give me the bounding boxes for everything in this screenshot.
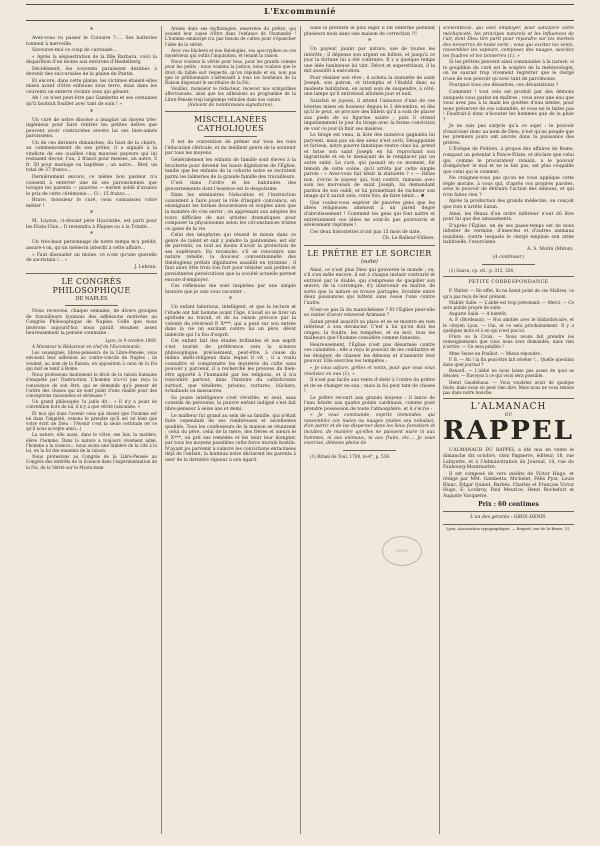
paragraph: L'ALMANACH DU RAPPEL a été mis en vente le dimanche dix octobre, chez Pagnerre, éditeur, 18, rue Lafayette, et à l'Administration du Journal, 18, rue du Faubourg-Montmartre. xyxy=(443,448,574,471)
paragraph: Le malheur fut grand au sein de sa famille, qui n'était faire cependant de ses rombreuses et excellentes qualités. Tous les confesseurs de la maison se réunirent ; celui du père, celui de la mère, des frères et sœurs le P. X***, on prit ses remèdes et les tenir leur dompter, par tous les moyens possibles cette force morale hostile. N'ayant pu parvenir à vaincre les convictions enracinées déjà de l'enfant, la honteux noire déclarent les parents à user de la dernière rigueur à son égard. xyxy=(165,413,296,463)
stamp-label: LYON xyxy=(396,548,408,553)
column-2 xyxy=(165,26,296,834)
paragraph: Ainsi, ce n'est plus Dieu qui gouverne le monde ; ou, s'il s'en mêle encore, il est à chaque instant contrarié et entravé par le diable, qui s'empresse de gaspiller son œuvre, de la corrompre, d'y intervenir en maître, de sorte que la nature se trouve partagée, livrallée entre deux puissances qui luttent sans cesse l'une contre l'autre. xyxy=(304,267,435,306)
paragraph: Pourquoi tous ces désastres, ces dévastations ? xyxy=(449,83,559,89)
paragraph: Un enfant laborieux, intelligent, et que la lecture et l'étude ont fait homme avant l'âge, n'avait su se tirer un aptitude au travail, et de sa raison précoce par la volonté du révérend P. X***, qui a posé sur son entrée dans la vie un excitant contre lui un père, dévot imbécile qui l'a fou d'esprit. xyxy=(165,305,296,338)
paragraph: Satisfait et joyeux, il attend l'annonce d'une de ces loteries mises en honneur depuis le 2 décembre, et dès qu'il le peut, se procure des billets qu'il a soin de placer aux pieds de sa figurine sainte ; puis il attend impatiemment le jour du tirage avec la ferme conviction de voir ce jour-là finir ses misères. xyxy=(304,99,435,132)
paragraph: M. Loyson, ci-devant père Hyacinthe, est parti pour les États-Unis... Il reviendra à Pâques ou à la Trinité... xyxy=(26,219,157,230)
paragraph: Ah ! ce n'est peut-être pas Gambetta et ses centaines qu'il faudrait fouiller avec tant de soin ! » xyxy=(26,96,157,108)
paragraph: Dans les séminaires l'éducation et l'instruction consistent à faire jouer le rôle d'inspiré convaincu, en enseignant les formes doucereuses et souples ainsi que la manière de s'en servir ; on apprenant aux adeptes les tours difficiles de nos artistes dramatiques pour composer la physionomie selon les circonstances tristes ou gaies de la vie. xyxy=(165,193,296,232)
quotation: scélératesse, qui osez employer, pour satisfaire votre méchanceté, les principes naturels et les influences de l'air, dont Dieu tire parti pour répandre sur les mortels des tonnerres de toute sorte ; vous qui excitez les vents, rassemblez les vapeurs, composez des nuages, suscitez les foudres et les tonnerres (1). » xyxy=(443,26,574,59)
almanac-title: RAPPEL xyxy=(443,416,574,447)
paragraph: Vouillez, monsieur le rédacteur, recevoir nos sympathies affectueuses, ainsi que les adhésions au programme de la Libre-Pensée trop longtemps refoulée dans nos cœurs. xyxy=(165,86,296,102)
paragraph: Il est de convention de prêner sur tous les tons l'éducation cléricale, et du meilleur genre de la soutenir par tous les moyens. xyxy=(165,140,296,157)
footnote: (1) Sanvu, cp. cit., p. 315, 324. xyxy=(449,267,515,273)
divider xyxy=(482,264,534,265)
section-subtitle: (suite) xyxy=(361,258,378,265)
paragraph: Savourez-moi ce coup de caronade... xyxy=(32,48,117,54)
section-title: MISCELLANÉES CATHOLIQUES xyxy=(194,115,267,134)
journal-title: L'Excommunié xyxy=(264,6,336,16)
paragraph: N'est-ce pas là du manichéisme ? Et l'Église peut-elle se vanter d'avoir renversé Arimane ? xyxy=(304,307,435,319)
divider xyxy=(204,136,256,137)
paragraph: Nous recevons, chaque semaine, de divers groupes de travailleurs lyonnais des adhésions motivées au Congrès Philosophique de Naples. Celle que nous insérons aujourd'hui nous paraît résumer assez heureusement la pensée commune : xyxy=(26,309,157,337)
correspondence-item: Auguste Salle. — A bientôt. xyxy=(449,311,508,317)
column-4 xyxy=(443,26,574,834)
section-subtitle: DE NAPLES xyxy=(75,296,108,303)
almanac-sub: DU xyxy=(505,412,512,418)
section-title: LE PRÊTRE ET LE SORCIER xyxy=(307,248,432,258)
paragraph: Heureusement, l'Église n'est pas désarmée contre ces calamités ; elle a reçu le pouvoir de les combattre et les éloigner, de chasser les démons et d'anéantir leur pouvoir. Elle exorcise les tempêtes : xyxy=(304,342,435,365)
paragraph: Ne craignez-vous pas qu'on ne vous applique cette règle morale, à vous qui, d'après vos propres paroles, avez le pouvoir de détruire l'action des démons, et qui n'en faites rien ? xyxy=(443,176,574,198)
signature: J. Lebrun. xyxy=(134,264,157,270)
paragraph: Ainsi, les fléaux d'un ordre inférieur n'ont dû être pour lui que des amusements. xyxy=(443,211,574,223)
paragraph: Le prêtre recourt aux grands moyens : il lance de l'eau bénite aux quatre points cardinaux, comme pour prendre possession de toute l'atmosphère, et il s'écrie : xyxy=(304,395,435,412)
paragraph: Ces deux historiettes n'ont pas 15 mois de date. xyxy=(310,229,421,235)
page-header xyxy=(26,6,574,21)
signature: A. S. Morin (Miron). xyxy=(527,246,574,252)
column-divider xyxy=(161,26,162,834)
section-title: LE CONGRÈS PHILOSOPHIQUE xyxy=(52,277,131,296)
paragraph: Satan prend aussitôt sa place et se se montre en rien inférieur à son devancier. C'est à lui qu'on doit les orages, la foudre, les tempêtes, et en mot, tous les malheurs que l'homme considère comme funestes. xyxy=(304,319,435,342)
paragraph: Sa jeune intelligence s'est révoltée, et seul, sans conseils de personne, la pauvre enfant indigné s'est fait libre-penseur à seize ans et demi. xyxy=(165,395,296,412)
almanac-label: L'ALMANACH xyxy=(470,402,547,413)
paragraph: Après la production des grands médecins, on conçoit que rien n'arrête Satan. xyxy=(443,199,574,210)
divider xyxy=(443,398,574,399)
newspaper-page xyxy=(26,26,574,838)
correspondence-item: Frère ou la Croix. — Nous avons fait prendre les renseignements que vous nous avez demandés, mais rien n'arrive. — Ce sera pénible ! xyxy=(443,334,574,350)
paragraph: Et encore, dans cette plaine, les victimes étaient-elles mises avant d'être enfouies sous terre, mais dans les couvents on enterre vivants ceux qui gênent. xyxy=(26,78,157,95)
paragraph: Un curé de notre diocèse a imaginé un moyen très-ingénieux pour faire rentrer les petites dettes que peuvent avoir contractées envers lui ses bien-aimés paroissiens. xyxy=(26,117,157,140)
paragraph: D'après l'Église, un de ses passe-temps est de nous infester de vermine, d'insectes et d'autres animaux nuisibles, contre lesquels le clergé emploie son arme habituelle, l'exorcisme. xyxy=(443,223,574,246)
separator-asterisk: * xyxy=(368,38,371,46)
paragraph: Généralement les enfants de famille sont élevés à la brochette pour devenir les hauts dignitaires de l'Église, tandis que les enfants de la cohorte noire se recrutent parmi les laïmeries de la grande famille des travailleurs. xyxy=(165,158,296,180)
gerant-line: L'un des gérants : GROS-DENIS. xyxy=(470,514,547,520)
paragraph: Comment ! tout cela est produit par des démons auxquels vous parlez en maîtres ; vous avez une eau que vous avez pas à la main les gouttes d'eau bénite, pour nous préserver de ces calamités, et vous ne le faites pas ! Faudrait-il donc n'écouter les hommes que de la pluie ? xyxy=(443,90,574,123)
paragraph: Dernièrement encore, ce même bon pasteur n'a consenti à enterrer une de ses paroissiennes que lorsque les parents — pauvres — eurent soldé d'avance le prix de cette cérémonie.... Ci : 15 francs.... xyxy=(26,175,157,197)
paragraph: Nous voulons la vérité pour tous, pour les grands comme pour les petits ; nous voulons la justice, nous voulons que le droit du faible soit respecté, qu'on réponde et en, non pas que le pétitionnaire s'adressant à tous les bonheurs de la Raison disposant le secrétaire de la Foi. xyxy=(165,59,296,86)
printer-line: Lyon, Association typographique, — Regard, rue de la Barre, 12. xyxy=(443,524,574,532)
paragraph: Ces réflexions me sont inspirées par une simple histoire que je vais vous raconter : xyxy=(165,284,296,295)
paragraph: Un très-haut personnage de notre temps m'a prédit, assure-t-on, qu'un médecin interdit à cette affaire... xyxy=(26,240,157,251)
continued-note: (A continuer.) xyxy=(492,255,525,261)
correspondence-item: P. Walter. — En effet, ils ne lisent point de ces Maîtres, ce qu'a pas reçu de leur prénom. xyxy=(443,288,574,299)
paragraph: L'Évêque de Poitiers, à propos des affaires de Rome, rompant un potentat à Ponce-Pilate, et déclare que celui qui, comme le procurateur romain, a le pouvoir d'empêcher le mal et ne le fait pas, est plus coupable que celui qui le commet. xyxy=(443,147,574,175)
correspondence-item: A. P. (Bordeaux). — Nos amitiés avec le bibliothécaire, et le citoyen Lyon. — Oui, et ce sera prochainement. Il y a quelques mots et à en qui n'est pas ici. xyxy=(443,317,574,333)
paragraph: Avec vos bûchers et nos théologies, vos apocryphes ou ces mystérieux qui outils l'inquisition, et tenant la raison. xyxy=(165,47,296,59)
paragraph: Il est composé de vers inédits de Victor Hugo, et rédigé par MM. Gambetta, Michelet, Félix Pyat, Louis Blanc, Edgar Quinet, Barbès, Charles et François Victor Hugo, E. Lockroy, Paul Meurice, Henri Rochefort et Auguste Vacquerie. xyxy=(443,471,574,499)
paragraph: Un payeur, jaunir par nature, use de toutes les intérêts ; il dépense son argent en billets, et jusqu'à ce jour la fortune lui a été contraire. Il y a quelque temps une idée lumineuse lui vint. Dévot et superstitieux, il la mit aussitôt à exécution. xyxy=(304,47,435,75)
column-3 xyxy=(304,26,435,834)
postal-stamp xyxy=(382,536,422,566)
separator-asterisk: * xyxy=(90,231,93,239)
paragraph: Pour réaliser son rêve ; il acheta la statuette de saint Joseph, son patron, et triompha et l'établit dans sa modeste habitation, en ayant soin de suspendre, à côté, une lampe qu'il entretient allumée jour et nuit. xyxy=(304,75,435,98)
paragraph: Il n'est pas facile aux vents d'obéir à l'ordre du prêtre et de se changer en eau ; mais la foi peut tant de choses ! xyxy=(304,378,435,395)
paragraph: Je ne suis pas surpris qu'à ce sujet : le pouvoir d'exorciser donc au nom de Dieu, n'est qu'au peuple que les premiers jours ont ancrés dans la puissance des prières. xyxy=(443,124,574,146)
correspondence-item: Benard. — L'abbé ne nous laisse pas assez de quoi se désoler. — Envoyez à ce qui vous sera possible. xyxy=(443,368,574,379)
salutation: A Monsieur le Rédacteur en chef de l'Excommunié, xyxy=(32,344,142,350)
divider xyxy=(443,511,574,512)
column-1 xyxy=(26,26,157,834)
paragraph: Bravo, monsieur le curé, vous connaissez votre métier ! xyxy=(26,198,157,209)
paragraph: C'est dans l'ordre et les habitudes des gouvernements dont l'essence est le despotisme. xyxy=(165,181,296,192)
paragraph: Les soussignés, libres-penseurs de la Libre-Pensée, vous envoient leur adhésion au contre-concile de Naples ; ils veulent, au nom de la Raison, en opposition à celui de la Foi qui doit se tenir à Rome. xyxy=(26,350,157,371)
paragraph: Cet enfant fait des études brillantes et son esprit s'est tourné de préférence vers la science philosophique, précisément, peut-être, à cause du milieu abêti-religieux dans lequel il vit ; il a voulu connaître et comprendre les mystères du culte sans pouvoir y parvenir, il a recherché les preuves du bien-être apporté à l'humanité par les religions, et il n'a rencontré partout, dans l'histoire du catholicisme surtout, que ténèbres, prisons, tortures, bûchers, échafauds ou massacres. xyxy=(165,339,296,395)
quotation: « Je vous adjure, grêles et vents, pour que vous vous résolviez en eau (1). » xyxy=(304,365,435,377)
paragraph: Celui des néophytes qui réussit le mieux dans ce genre de talent et suit y joindre la pantomime, est sûr de parvenir, ou tout au moins d'avoir la protection de ses supérieurs. En revanche, s'il se rencontre une nature rebelle, la douceur conventionnelle des théologiens prélats dignitaires assaillit en tyrannie ; il faut alors être trois fois fort pour résister aux petites et persistantes persécutions que la société actuelle permet encore d'employer. xyxy=(165,233,296,283)
separator-asterisk: * xyxy=(90,108,93,116)
separator-asterisk: * xyxy=(90,210,93,218)
paragraph: « Faut dissuader un moine, ce n'est qu'une querelle de sacristain !... » xyxy=(26,252,157,264)
divider xyxy=(304,245,435,246)
column-divider xyxy=(300,26,301,834)
correspondence-item: Henri Gaudebaux. — Vous voudriez avoir de quelque faute, mais nous on peut rien dire. Mais nous ne vous tenons pas dans notre bouche. xyxy=(443,379,574,396)
paragraph: Et moi qui dans l'avenir ceux qui disent que l'homme est né dans l'impiété, venons le prendre qu'il est né bien que votre écrit de Dieu : l'Avenir c'est la seule certitude (et ce qu'il nous accepte ainsi...) xyxy=(26,410,157,432)
correspondence-item: P. B. — Ah ! la fin peut-être fait révéler !... Quelle question dans quel journal ? xyxy=(443,356,574,368)
column-divider xyxy=(439,26,440,834)
divider xyxy=(443,276,574,277)
quotation: « Je vous commande, esprits immondes, qui rassemblez ces nuées ou nuages (nubes seu nebulas), d'en partir et de les disperser dans les lieux forestiers et incultes, de manière qu'elles ne puissent nuire ni aux hommes, ni aux animaux, ni aux fruits, etc.... Je vous exorcise, démons pleins de xyxy=(304,413,435,447)
paragraph: Un grand philosophe l'a jadis dit : « Il n'y a point de convention hors de lui, il n'y a que vérité raisonnée. » xyxy=(26,399,157,410)
divider xyxy=(165,111,296,112)
divider xyxy=(26,273,157,274)
paragraph: Avez-vous vu passer le Corsaire ?..... Ses batteries tonnent à merveille. xyxy=(26,36,157,47)
paragraph: Si les prêtres peuvent ainsi commander à la nature, si le goupillon du curé est le sceptre de la météorologie, on ne saurait trop vivement regretter que le clergé n'use de son pouvoir qu'avec tant de parcimonie. xyxy=(443,60,574,82)
separator-asterisk: * xyxy=(90,27,93,34)
signature: Ch. Le Balleur-Villiers. xyxy=(382,236,435,242)
paragraph: « Après la séquestration de la fille Barbara, voici la disparition d'un moine aux environs d'Heidelberg. xyxy=(26,54,157,66)
divider xyxy=(343,450,395,451)
paragraph: Le tirage est venu, la liste des numéros gagnants lui parvient, mais pas un des siens n'est sorti. Désappointé et furieux, notre pauvre fanatique rentre chez lui, prend et brise son saint Joseph en lui reprochant son ingratitude et en le menaçant de le remplacer par un autre saint. Le curé, qui passait en ce moment, fut témoin de cette scène, qu'il arrêta par cette simple parole : « Avez-vous fait bénir la statuette ? » — Hélas non, s'écrie le payeur qui, tout contrit, ramassa avec soin les morceaux de saint Joseph, lui demandant pardon de son oubli, et lui promettant de racheter son image qu'il aurait soin, cette fois, de faire bénir.... ✱ xyxy=(304,133,435,200)
paragraph: Nous protestons au Congrès de la Libre-Pensée au Congrès des intérêts de la Science dans l'expérimentation de la Foi, de la Vérité sur le Mysticisme. xyxy=(26,454,157,470)
paragraph: La nature, elle aussi, dans le vôtre, ses lois, la matière, élève l'homme. Dans la nature a toujours vivement aimé, l'homme a la science... nous avons une lumière de la cité à la loi, en la foi des ennemis de la raison. xyxy=(26,432,157,453)
paragraph: Décidément, les couvents paraissent destinés à devenir des succursales de la plaine de Pantin. xyxy=(26,66,157,78)
dateline: Lyon, le 9 octobre 1869. xyxy=(105,337,157,343)
signature: (Suivent de nombreuses signatures). xyxy=(187,102,274,108)
correspondence-item: Mahler Salle. — L'abbé est trop prévenant. — Merci, — Ce sera publié propre de suite. xyxy=(443,299,574,311)
separator-asterisk: * xyxy=(229,296,232,304)
divider xyxy=(65,305,117,306)
paragraph: Un de ces derniers dimanches, du haut de la chaire, au commencement de son prône, il a signalé à la vindicte de ses ouailles cinq mauvais payeurs qui lui restaient devoir, l'un, 2 francs pour messes, un autre, 5 fr. 50 pour mariage ou baptême ; un autre... Bref, un total de 37 francs... xyxy=(26,140,157,174)
footnote: (1) Rituel de Toul, 1700, in-4°, p. 538. xyxy=(310,453,391,459)
section-title: PETITE CORRESPONDANCE xyxy=(468,279,549,285)
paragraph: Armée dans ses mythologies, enserrées du prêtre, qui avaient leur cause d'être dans l'enfance de l'humanité ! L'homme emancipé n'a pas besoin de cultes pour s'épancher l'idée de la vérité. xyxy=(165,26,296,47)
paragraph: Sans le prétexte le plus léger il fut enfermé pendant plusieurs mois dans une maison de correction !!! xyxy=(304,26,435,37)
almanac-price: Prix : 60 centimes xyxy=(478,501,539,509)
correspondence-item: Mme Veuve en Poulbot. — Mieux répondre. xyxy=(449,350,542,356)
paragraph: Que voulez-vous espérer de pauvres gens que les idées religieuses amènent à un pareil degré d'abrutissement ! Comment les gens qui font naître et entretiennent ces idées ne sont-ils pas poursuivis et sévèrement réprimés ! xyxy=(304,200,435,229)
paragraph: Nous professons hautement le droit de la raison humaine d'enquête par l'instruction. L'homme n'a-t-il pas reçu la conscience de son être, qui se demande qu'à penser de l'ordre des choses qui ne sont point d'une réalité pour des conceptions raisonnées et sérieuses ? xyxy=(26,372,157,398)
